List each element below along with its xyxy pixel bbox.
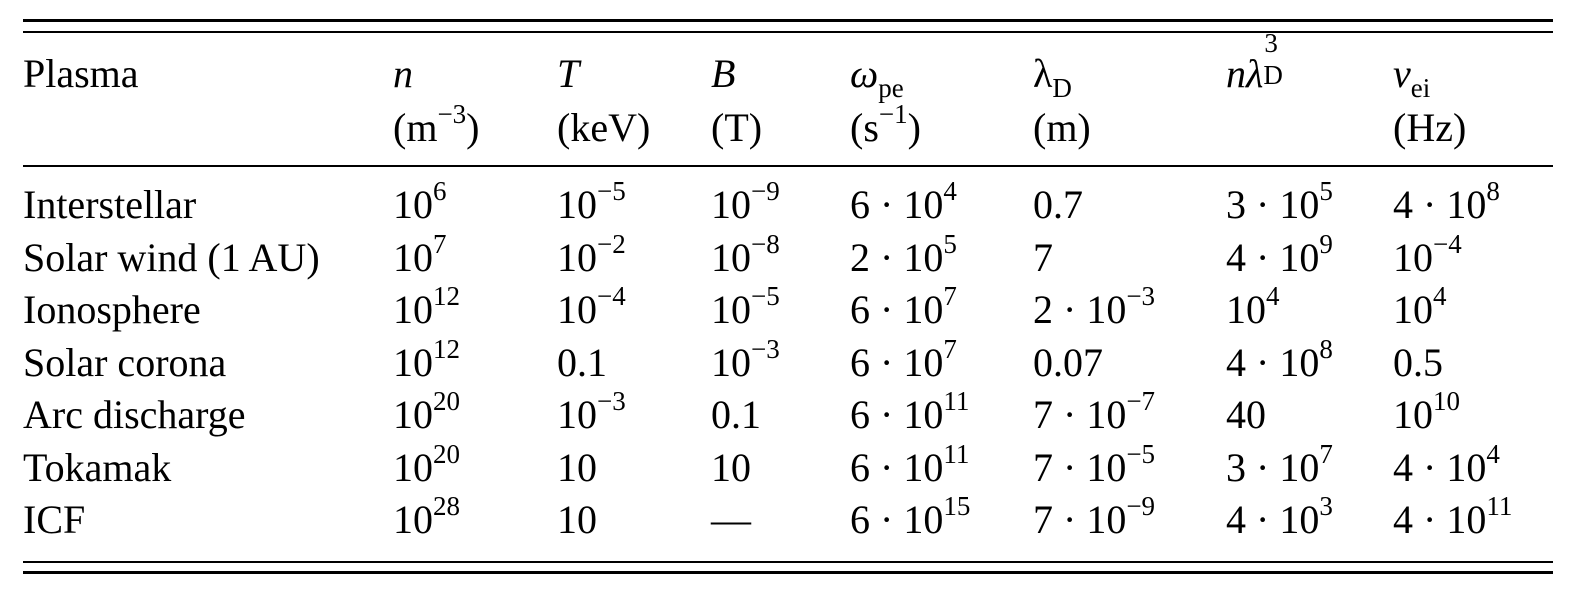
cell-nu-ei [1393, 228, 1462, 280]
cell-lambda-d [1033, 280, 1156, 332]
cell-b [711, 446, 751, 490]
cell-base: 10 [1086, 287, 1127, 332]
cell-mantissa: 6 · [850, 340, 904, 385]
cell-base: 10 [903, 497, 944, 542]
row-label: Tokamak [23, 445, 172, 490]
cell-base: 10 [557, 182, 597, 227]
cell-base: 10 [1086, 497, 1127, 542]
cell-t [557, 341, 607, 385]
cell-base: 10 [1446, 497, 1487, 542]
cell-n-lambda-d-cubed [1226, 280, 1280, 332]
header-n-lambda-d-cubed: nλ 3 D [1226, 28, 1283, 96]
cell-base: 10 [393, 340, 433, 385]
cell-t [557, 228, 626, 280]
cell-n-lambda-d-cubed [1226, 490, 1333, 542]
cell-exponent: 7 [943, 280, 957, 311]
cell-exponent: 12 [433, 280, 460, 311]
cell-base: 10 [711, 287, 751, 332]
cell-mantissa: 40 [1226, 392, 1266, 437]
cell-base: 10 [903, 340, 944, 385]
cell-base: 10 [393, 235, 433, 280]
cell-omega-pe [850, 228, 957, 280]
cell-mantissa: 10 [711, 445, 751, 490]
cell-n [393, 490, 460, 542]
cell-exponent: 20 [433, 438, 460, 469]
cell-base: 10 [1086, 445, 1127, 490]
cell-base: 10 [557, 287, 597, 332]
cell-exponent: 5 [943, 228, 957, 259]
cell-omega-pe [850, 333, 957, 385]
cell-exponent: 8 [1319, 333, 1333, 364]
cell-exponent: 10 [1433, 385, 1460, 416]
cell-n-lambda-d-cubed [1226, 438, 1333, 490]
cell-n [393, 385, 460, 437]
cell-mantissa: 7 [1033, 235, 1053, 280]
cell-lambda-d [1033, 438, 1156, 490]
cell-exponent: −9 [751, 175, 780, 206]
cell-base: 10 [903, 182, 944, 227]
header-lambda-d-unit: (m) [1033, 105, 1091, 150]
cell-mantissa: 0.7 [1033, 182, 1083, 227]
cell-exponent: 20 [433, 385, 460, 416]
cell-n-lambda-d-cubed [1226, 175, 1333, 227]
cell-exponent: −3 [1126, 280, 1156, 311]
cell-mantissa: 6 · [850, 287, 904, 332]
cell-mantissa: 0.1 [557, 340, 607, 385]
cell-nu-ei [1393, 385, 1460, 437]
cell-exponent: −5 [751, 280, 780, 311]
cell-lambda-d [1033, 183, 1083, 227]
cell-base: 10 [393, 392, 433, 437]
cell-lambda-d [1033, 341, 1103, 385]
cell-mantissa: 4 · [1393, 182, 1447, 227]
cell-exponent: 9 [1319, 228, 1333, 259]
row-label: Arc discharge [23, 392, 246, 437]
table-rule-top-thick [23, 19, 1553, 22]
header-omega-pe-unit: $(s^{-1})$ [850, 98, 921, 150]
cell-base: 10 [393, 445, 433, 490]
cell-exponent: −9 [1126, 490, 1156, 521]
cell-mantissa: 2 · [850, 235, 904, 280]
cell-lambda-d [1033, 385, 1156, 437]
table-rule-bottom-thick [23, 571, 1553, 574]
cell-mantissa: 3 · [1226, 445, 1280, 490]
cell-base: 10 [1279, 497, 1320, 542]
cell-mantissa: 6 · [850, 497, 904, 542]
cell-mantissa: 6 · [850, 445, 904, 490]
header-t-unit: (keV) [557, 105, 651, 150]
cell-nu-ei [1393, 175, 1500, 227]
cell-base: 10 [1279, 235, 1320, 280]
cell-n [393, 228, 447, 280]
header-nu-ei: $\nu_{ei}$ [1393, 51, 1431, 103]
cell-mantissa: 4 · [1226, 340, 1280, 385]
table-rule-header [23, 165, 1553, 167]
header-b-unit: (T) [711, 105, 763, 150]
cell-mantissa: 4 · [1226, 497, 1280, 542]
cell-base: 10 [711, 182, 751, 227]
cell-exponent: 11 [943, 385, 970, 416]
cell-mantissa: 4 · [1226, 235, 1280, 280]
cell-base: 10 [393, 497, 433, 542]
cell-base: 10 [1279, 445, 1320, 490]
cell-base: 10 [393, 287, 433, 332]
cell-mantissa: 6 · [850, 392, 904, 437]
cell-exponent: 7 [1319, 438, 1333, 469]
cell-t [557, 498, 597, 542]
cell-base: 10 [903, 235, 944, 280]
cell-mantissa: 2 · [1033, 287, 1087, 332]
cell-exponent: −5 [1126, 438, 1156, 469]
cell-exponent: 12 [433, 333, 460, 364]
cell-exponent: −2 [597, 228, 626, 259]
cell-b [711, 280, 780, 332]
cell-lambda-d [1033, 490, 1156, 542]
cell-base: 10 [903, 392, 944, 437]
cell-mantissa: 4 · [1393, 497, 1447, 542]
header-b: B [711, 51, 736, 96]
cell-exponent: −8 [751, 228, 780, 259]
cell-exponent: 4 [1433, 280, 1447, 311]
cell-t [557, 385, 626, 437]
cell-exponent: −7 [1126, 385, 1156, 416]
cell-base: 10 [1086, 392, 1127, 437]
cell-mantissa: 4 · [1393, 445, 1447, 490]
header-plasma: Plasma [23, 51, 139, 96]
cell-exponent: 4 [1486, 438, 1500, 469]
cell-exponent: 11 [943, 438, 970, 469]
cell-nu-ei [1393, 438, 1500, 490]
cell-exponent: 15 [943, 490, 971, 521]
cell-mantissa: 7 · [1033, 392, 1087, 437]
cell-t [557, 175, 626, 227]
cell-b [711, 228, 780, 280]
cell-base: 10 [1393, 392, 1433, 437]
cell-b [711, 175, 780, 227]
cell-base: 10 [1226, 287, 1266, 332]
cell-nu-ei [1393, 341, 1443, 385]
cell-base: 10 [1279, 340, 1320, 385]
cell-nu-ei [1393, 280, 1447, 332]
cell-base: 10 [557, 392, 597, 437]
cell-base: 10 [1279, 182, 1320, 227]
cell-exponent: 28 [433, 490, 460, 521]
cell-exponent: −5 [597, 175, 626, 206]
row-label: ICF [23, 497, 86, 542]
cell-exponent: 3 [1319, 490, 1333, 521]
cell-t [557, 446, 597, 490]
cell-mantissa: 0.1 [711, 392, 761, 437]
cell-base: 10 [711, 235, 751, 280]
cell-omega-pe [850, 490, 971, 542]
cell-exponent: −3 [751, 333, 780, 364]
cell-b [711, 498, 751, 542]
cell-n [393, 333, 460, 385]
cell-omega-pe [850, 175, 957, 227]
cell-n [393, 438, 460, 490]
cell-n [393, 175, 447, 227]
table-rule-bottom-thin [23, 561, 1553, 563]
cell-b [711, 393, 761, 437]
cell-mantissa: 6 · [850, 182, 904, 227]
cell-lambda-d [1033, 236, 1053, 280]
cell-exponent: −4 [597, 280, 626, 311]
cell-base: 10 [557, 235, 597, 280]
row-label: Solar corona [23, 340, 227, 385]
cell-mantissa: — [711, 497, 751, 542]
cell-exponent: 7 [433, 228, 447, 259]
cell-exponent: 7 [943, 333, 957, 364]
cell-exponent: −4 [1433, 228, 1462, 259]
header-n-unit: $(m^{-3})$ [393, 98, 480, 150]
cell-exponent: 5 [1319, 175, 1333, 206]
header-omega-pe: $\omega_{pe}$ [850, 51, 904, 103]
header-nu-ei-unit: (Hz) [1393, 105, 1467, 150]
cell-base: 10 [393, 182, 433, 227]
cell-mantissa: 10 [557, 497, 597, 542]
cell-mantissa: 3 · [1226, 182, 1280, 227]
cell-exponent: −3 [597, 385, 626, 416]
cell-base: 10 [1393, 235, 1433, 280]
cell-mantissa: 7 · [1033, 445, 1087, 490]
cell-mantissa: 0.5 [1393, 340, 1443, 385]
cell-base: 10 [711, 340, 751, 385]
cell-t [557, 280, 626, 332]
cell-n-lambda-d-cubed [1226, 333, 1333, 385]
cell-omega-pe [850, 385, 970, 437]
cell-nu-ei [1393, 490, 1513, 542]
cell-base: 10 [1393, 287, 1433, 332]
cell-base: 10 [1446, 445, 1487, 490]
cell-omega-pe [850, 438, 970, 490]
header-n: n [393, 51, 413, 96]
row-label: Solar wind (1 AU) [23, 235, 320, 280]
header-t: T [557, 51, 580, 96]
cell-mantissa: 0.07 [1033, 340, 1103, 385]
cell-exponent: 8 [1486, 175, 1500, 206]
cell-exponent: 11 [1486, 490, 1513, 521]
cell-n-lambda-d-cubed [1226, 393, 1266, 437]
cell-mantissa: 10 [557, 445, 597, 490]
cell-n-lambda-d-cubed [1226, 228, 1333, 280]
row-label: Ionosphere [23, 287, 201, 332]
cell-exponent: 4 [943, 175, 957, 206]
cell-exponent: 6 [433, 175, 447, 206]
table-rule-top-thin [23, 31, 1553, 33]
header-lambda-d: $\lambda_D$ [1033, 51, 1072, 103]
cell-b [711, 333, 780, 385]
cell-base: 10 [1446, 182, 1487, 227]
cell-base: 10 [903, 445, 944, 490]
cell-n [393, 280, 460, 332]
row-label: Interstellar [23, 182, 197, 227]
cell-base: 10 [903, 287, 944, 332]
cell-exponent: 4 [1266, 280, 1280, 311]
cell-mantissa: 7 · [1033, 497, 1087, 542]
cell-omega-pe [850, 280, 957, 332]
